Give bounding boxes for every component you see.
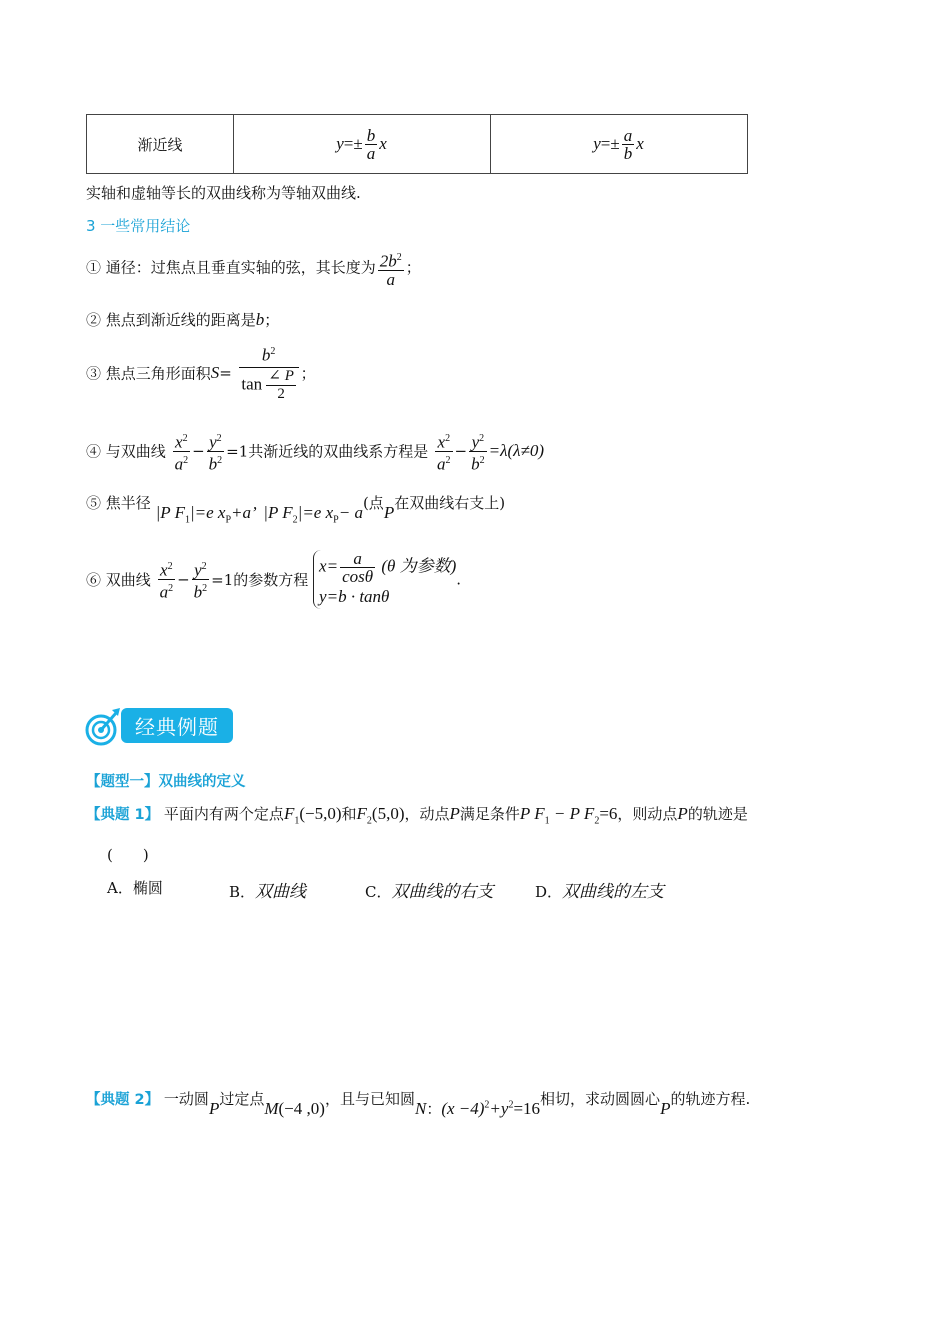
table-hyperbola-y-axis-cell: y =± $\frac{a}{b}$ x xyxy=(593,125,644,163)
fraction: $\frac{b}{a}$ xyxy=(366,125,376,163)
table-hyperbola-x-axis-cell: y =± $\frac{b}{a}$ x xyxy=(233,115,491,173)
fraction: $\frac{x^2}{a^2}$ xyxy=(435,430,453,472)
question-1-paren: ( ) xyxy=(107,846,149,864)
conclusion-4: ④ 与双曲线 $\frac{x^2}{a^2}$ − $\frac{y^2}{b^2}$ =1共渐近线的双曲线系方程是 $\frac{x^2}{a^2}$ − $\frac{y^2}{b^2}$ =λ(λ≠0) xyxy=(86,430,544,472)
conclusion-2: ② 焦点到渐近线的距离是b； xyxy=(86,310,280,329)
target-icon xyxy=(84,704,124,752)
option-b[interactable]: B．双曲线 xyxy=(229,882,307,901)
question-1: 【典题 1】 平面内有两个定点$F_1(-5,0)$和$F_2(5,0)$，动点P满足条件P $F_1 - P$ $F_2=6$，则动点P的轨迹是 xyxy=(86,804,748,827)
fraction: $\frac{2b^2}{a}$ xyxy=(378,249,404,288)
fraction: $\frac{a}{b}$ xyxy=(623,125,633,163)
conclusion-3: ③ 焦点三角形面积S= $b^2$ tan $\frac{\angle P}{2}$ ； xyxy=(86,343,316,403)
section-badge: 经典例题 xyxy=(121,708,233,743)
equal-axis-note: 实轴和虚轴等长的双曲线称为等轴双曲线. xyxy=(86,184,361,202)
question-type-title: 【题型一】双曲线的定义 xyxy=(86,774,246,790)
fraction: $\frac{y^2}{b^2}$ xyxy=(207,430,225,472)
option-c[interactable]: C．双曲线的右支 xyxy=(365,882,494,901)
fraction: $\frac{y^2}{b^2}$ xyxy=(469,430,487,472)
section-title: 3 一些常用结论 xyxy=(86,217,191,235)
fraction: $\frac{x^2}{a^2}$ xyxy=(173,430,191,472)
question-1-label: 【典题 1】 xyxy=(86,807,160,823)
fraction: $b^2$ tan $\frac{\angle P}{2}$ xyxy=(239,343,299,403)
fraction: $\frac{x^2}{a^2}$ xyxy=(158,558,176,600)
asymptote-table xyxy=(86,114,748,174)
table-row-label: 渐近线 xyxy=(137,135,183,154)
conclusion-1: ① 通径：过焦点且垂直实轴的弦，其长度为 $\frac{2b^2}{a}$ ； xyxy=(86,249,421,288)
conclusion-5: ⑤ 焦半径 |P $F_1|=e$ $x_P+a$’ |P $F_2|=e$ $x_P- a$(点P在双曲线右支上) xyxy=(86,494,506,526)
parametric-system: x= $\frac{a}{\cos\theta}$ (θ 为参数) y=b · tanθ xyxy=(313,550,456,609)
conclusion-6: ⑥ 双曲线 $\frac{x^2}{a^2}$ − $\frac{y^2}{b^2}$ =1的参数方程 x= $\frac{a}{\cos\theta}$ (θ 为参数) y=b · tanθ . xyxy=(86,550,461,609)
option-d[interactable]: D．双曲线的左支 xyxy=(535,882,665,901)
fraction: $\frac{y^2}{b^2}$ xyxy=(192,558,210,600)
table-row-label-cell xyxy=(87,115,234,173)
option-a[interactable]: A．椭圆 xyxy=(107,879,163,897)
question-2: 【典题 2】 一动圆P过定点M(−4 ,0)，且与已知圆N：$(x -4)^2+y^2=16$相切，求动圆圆心P的轨迹方程. xyxy=(86,1090,751,1118)
question-2-label: 【典题 2】 xyxy=(86,1092,160,1108)
